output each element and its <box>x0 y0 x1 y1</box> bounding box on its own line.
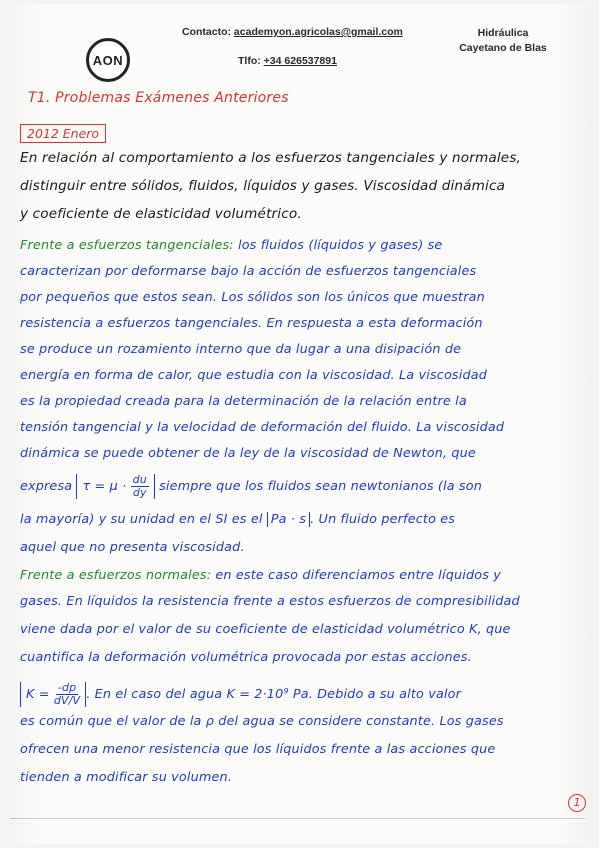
question-line: y coeficiente de elasticidad volumétrico. <box>20 206 302 222</box>
answer-line: dinámica se puede obtener de la ley de la viscosidad de Newton, que <box>20 446 476 461</box>
academy-logo <box>86 38 130 82</box>
units-prefix: la mayoría) y su unidad en el SI es el <box>20 512 267 527</box>
course-info <box>448 26 558 56</box>
contact-email-link[interactable]: academyon.agricolas@gmail.com <box>233 26 403 38</box>
formula-fraction <box>131 474 149 499</box>
units-line <box>20 512 455 527</box>
page-number: 1 <box>568 794 586 812</box>
answer-line <box>20 238 442 253</box>
units-suffix: . Un fluido perfecto es <box>310 512 456 527</box>
formula-numerator: -dp <box>57 681 77 694</box>
answer-text: los fluidos (líquidos y gases) se <box>233 238 443 253</box>
answer-line: energía en forma de calor, que estudia con la viscosidad. La viscosidad <box>20 368 487 383</box>
answer-line: tienden a modificar su volumen. <box>20 770 232 785</box>
answer-line: cuantifica la deformación volumétrica provocada por estas acciones. <box>20 650 472 665</box>
formula-lhs: K = <box>26 687 54 702</box>
phone-label: Tlfo: <box>238 55 264 67</box>
answer-line: viene dada por el valor de su coeficiente de elasticidad volumétrico K, que <box>20 622 511 637</box>
answer-line: por pequeños que estos sean. Los sólidos son los únicos que muestran <box>20 290 485 305</box>
bulk-modulus-formula <box>20 682 86 707</box>
answer-line: gases. En líquidos la resistencia frente a estos esfuerzos de compresibilidad <box>20 594 520 609</box>
footer-divider <box>10 818 585 819</box>
subject-name: Hidráulica <box>477 27 529 39</box>
formula-fraction <box>54 682 80 707</box>
answer-line: caracterizan por deformarse bajo la acción de esfuerzos tangenciales <box>20 264 477 279</box>
formula-denominator: dy <box>132 486 147 499</box>
si-unit-box: Pa · s <box>267 512 310 527</box>
formula-denominator: dV/V <box>53 694 81 707</box>
formula-lhs: τ = μ · <box>82 479 127 494</box>
question-line: distinguir entre sólidos, fluidos, líquidos y gases. Viscosidad dinámica <box>20 178 506 194</box>
logo-text: AON <box>92 52 124 68</box>
answer-line: ofrecen una menor resistencia que los líquidos frente a las acciones que <box>20 742 496 757</box>
answer-line: resistencia a esfuerzos tangenciales. En respuesta a esta deformación <box>20 316 483 331</box>
answer-line: aquel que no presenta viscosidad. <box>20 540 245 555</box>
page-title: T1. Problemas Exámenes Anteriores <box>28 90 289 106</box>
formula-prefix: expresa <box>20 479 73 494</box>
newton-formula-line <box>20 474 482 499</box>
formula-numerator: du <box>132 473 147 486</box>
bulk-modulus-line <box>20 682 461 707</box>
tangential-heading: Frente a esfuerzos tangenciales: <box>20 238 234 253</box>
formula-suffix: siempre que los fluidos sean newtonianos (la son <box>154 479 482 494</box>
answer-line: es común que el valor de la ρ del agua se considere constante. Los gases <box>20 714 504 729</box>
formula-rest: . En el caso del agua K = 2·10⁹ Pa. Debido a su alto valor <box>86 687 462 702</box>
author-name: Cayetano de Blas <box>459 42 547 54</box>
answer-line: es la propiedad creada para la determinación de la relación entre la <box>20 394 467 409</box>
answer-text: en este caso diferenciamos entre líquidos y <box>211 568 501 583</box>
answer-line: tensión tangencial y la velocidad de deformación del fluido. La viscosidad <box>20 420 505 435</box>
answer-line <box>20 568 501 583</box>
contact-label: Contacto: <box>182 26 234 38</box>
newton-viscosity-formula <box>76 474 154 499</box>
phone-line <box>238 55 337 67</box>
question-line: En relación al comportamiento a los esfuerzos tangenciales y normales, <box>20 150 522 166</box>
phone-link[interactable]: +34 626537891 <box>263 55 337 67</box>
exam-tag: 2012 Enero <box>20 124 106 143</box>
answer-line: se produce un rozamiento interno que da lugar a una disipación de <box>20 342 462 357</box>
normal-heading: Frente a esfuerzos normales: <box>20 568 212 583</box>
contact-line <box>182 26 403 38</box>
